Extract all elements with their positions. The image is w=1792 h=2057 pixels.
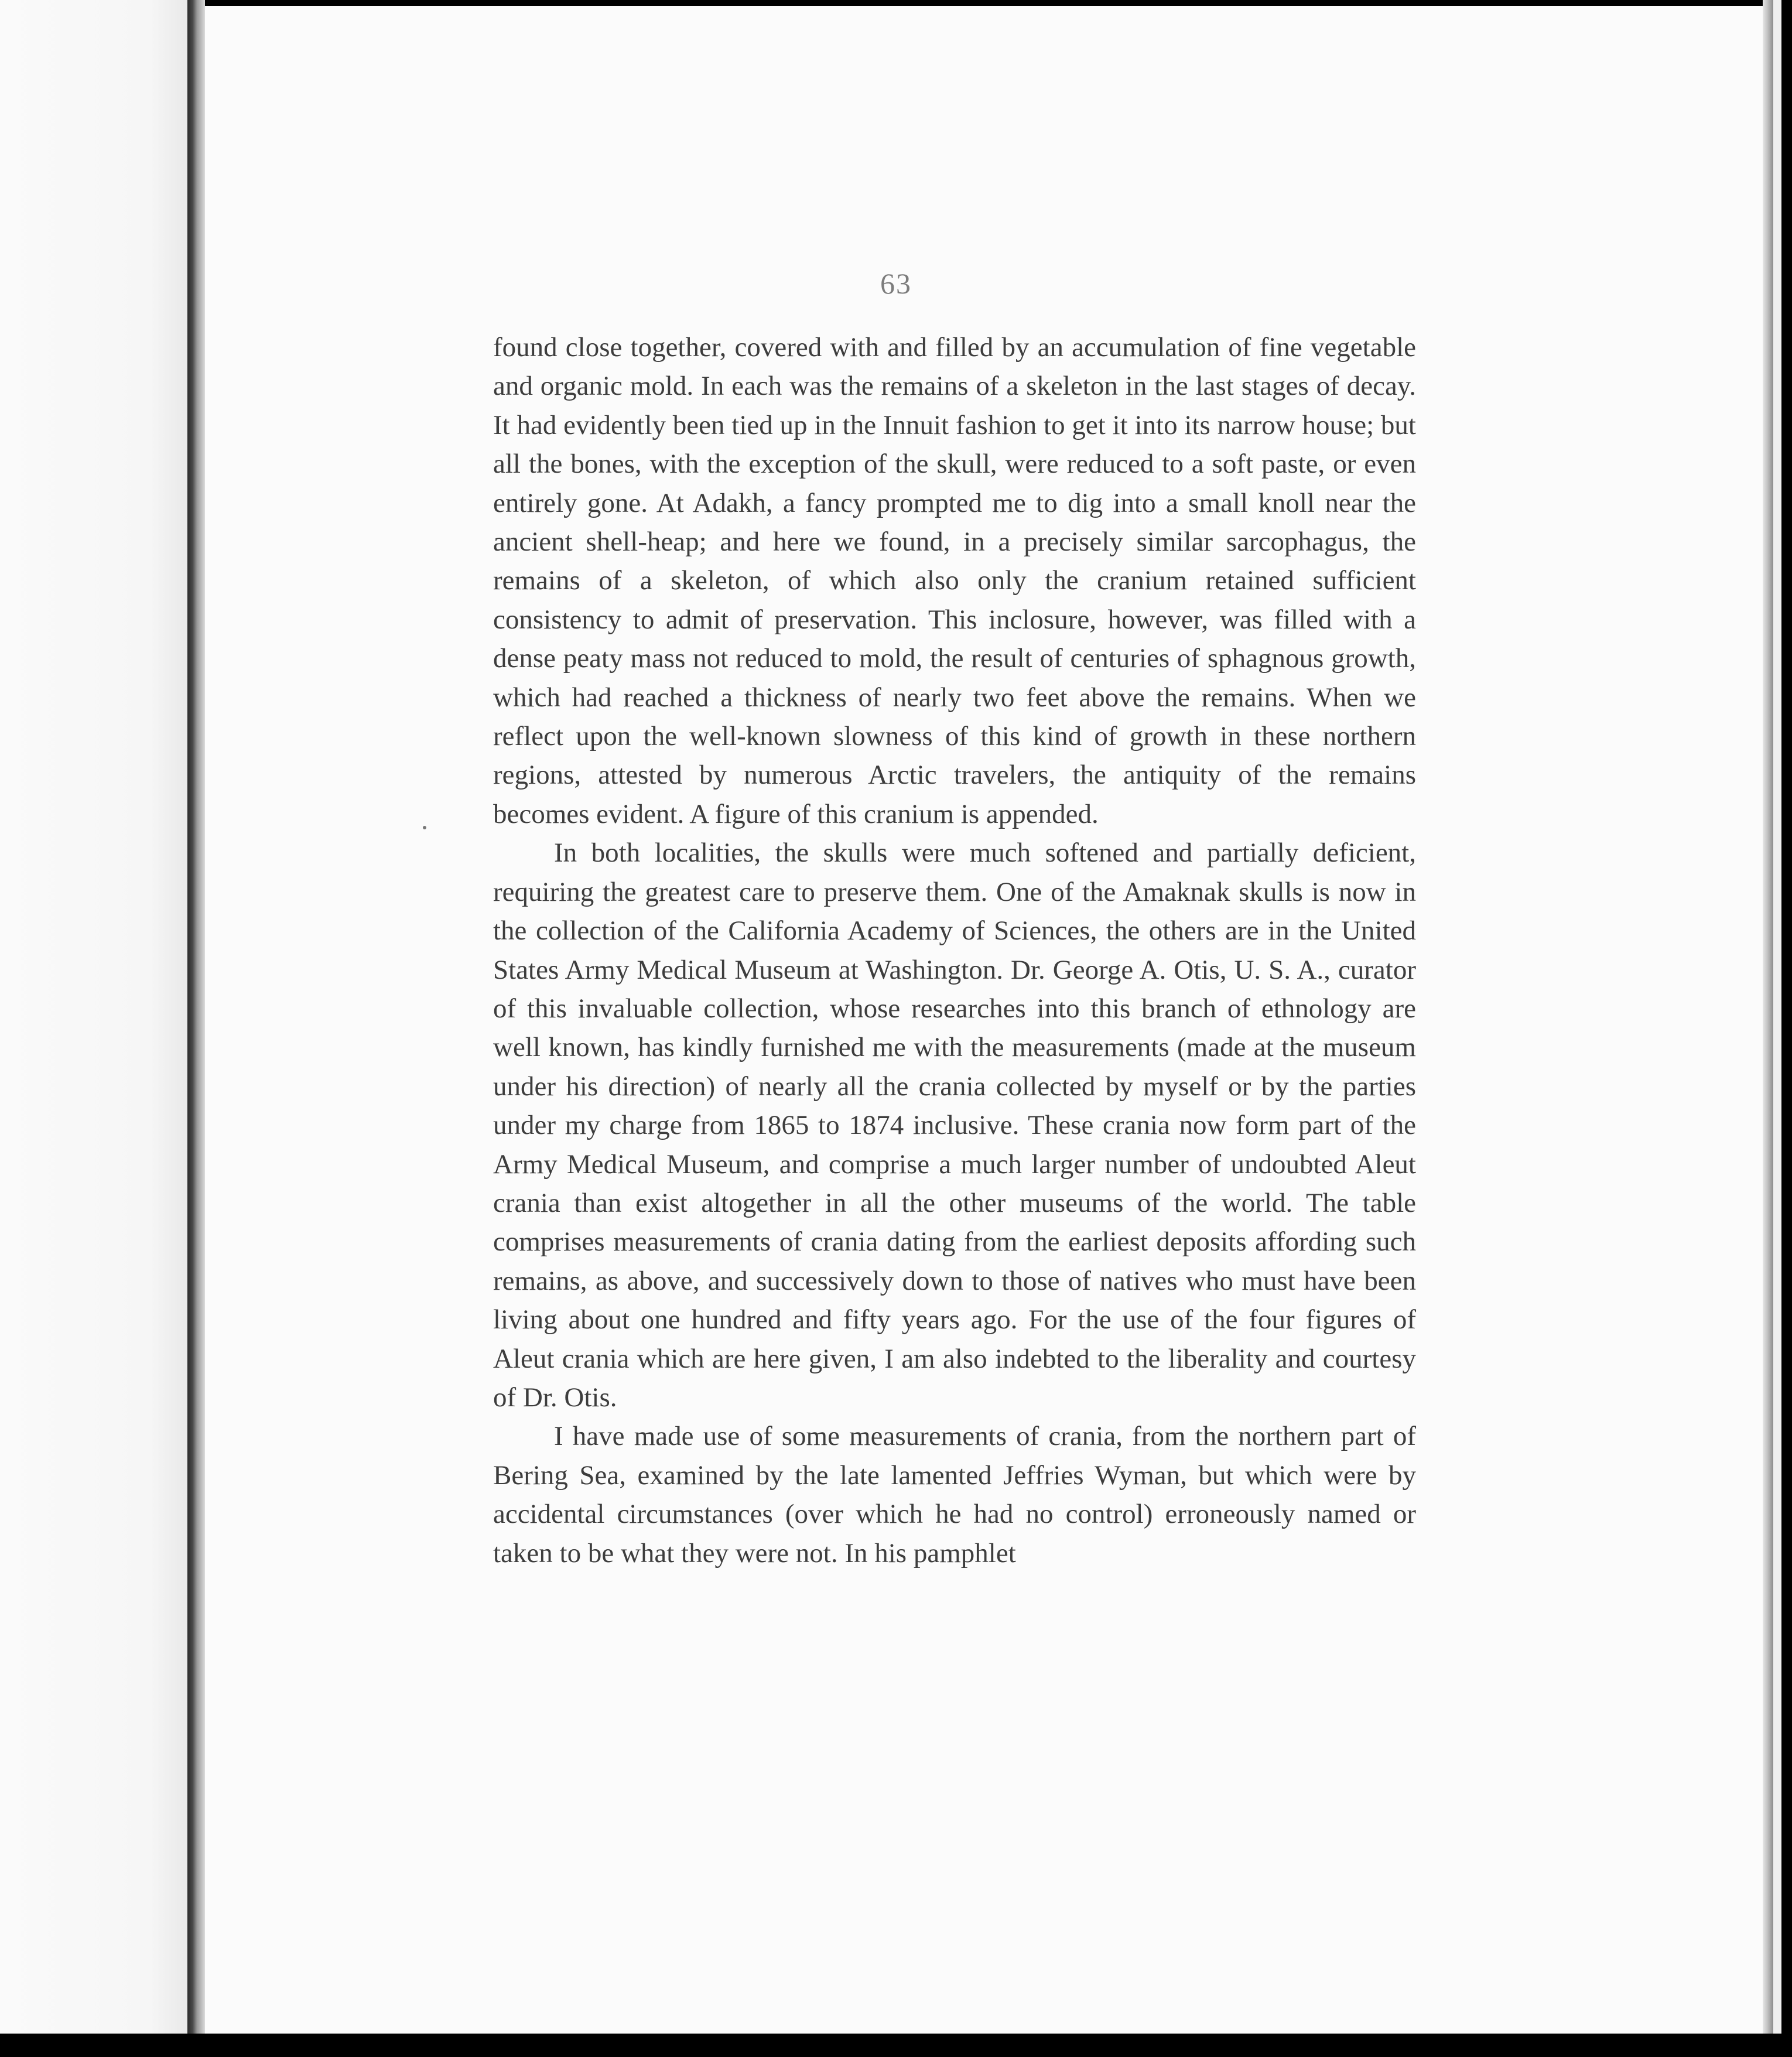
body-text bbox=[493, 328, 1416, 1573]
bottom-scan-border bbox=[0, 2034, 1792, 2057]
left-page-edge bbox=[0, 0, 187, 2057]
page-number: 63 bbox=[880, 267, 912, 300]
right-page-edge bbox=[1763, 0, 1773, 2057]
right-page-edge-outer bbox=[1773, 0, 1781, 2057]
margin-speck bbox=[423, 826, 426, 829]
paragraph-3: I have made use of some measurements of crania, from the northern part of Bering Sea, examined by the late lamented Jeffries Wyman, but which were by accidental circumstances (over which he had no control) erroneously named or taken to be what they were not. In his pamphlet bbox=[493, 1421, 1416, 1569]
paragraph-1: found close together, covered with and filled by an accumulation of fine vegetable and organic mold. In each was the remains of a skeleton in the last stages of decay. It had evidently been tied up in the Innuit fashion to get it into its narrow house; but all the bones, with the exception of the skull, were reduced to a soft paste, or even entirely gone. At Adakh, a fancy prompted me to dig into a small knoll near the ancient shell-heap; and here we found, in a precisely similar sarcophagus, the remains of a skeleton, of which also only the cranium retained sufficient consistency to admit of preservation. This inclosure, however, was filled with a dense peaty mass not reduced to mold, the result of centuries of sphagnous growth, which had reached a thickness of nearly two feet above the remains. When we reflect upon the well-known slowness of this kind of growth in these northern regions, attested by numerous Arctic travelers, the antiquity of the remains becomes evident. A figure of this cranium is appended. bbox=[493, 332, 1416, 829]
book-gutter bbox=[187, 0, 205, 2057]
right-scan-border bbox=[1781, 0, 1792, 2057]
paragraph-2: In both localities, the skulls were much softened and partially deficient, requiring the greatest care to preserve them. One of the Amaknak skulls is now in the collection of the California Academy of Sciences, the others are in the United States Army Medical Museum at Washington. Dr. George A. Otis, U. S. A., curator of this invaluable collection, whose researches into this branch of ethnology are well known, has kindly furnished me with the measurements (made at the museum under his direction) of nearly all the crania collected by myself or by the parties under my charge from 1865 to 1874 inclusive. These crania now form part of the Army Medical Museum, and comprise a much larger number of undoubted Aleut crania than exist altogether in all the other museums of the world. The table comprises measurements of crania dating from the earliest deposits affording such remains, as above, and successively down to those of natives who must have been living about one hundred and fifty years ago. For the use of the four figures of Aleut crania which are here given, I am also indebted to the liberality and courtesy of Dr. Otis. bbox=[493, 838, 1416, 1413]
